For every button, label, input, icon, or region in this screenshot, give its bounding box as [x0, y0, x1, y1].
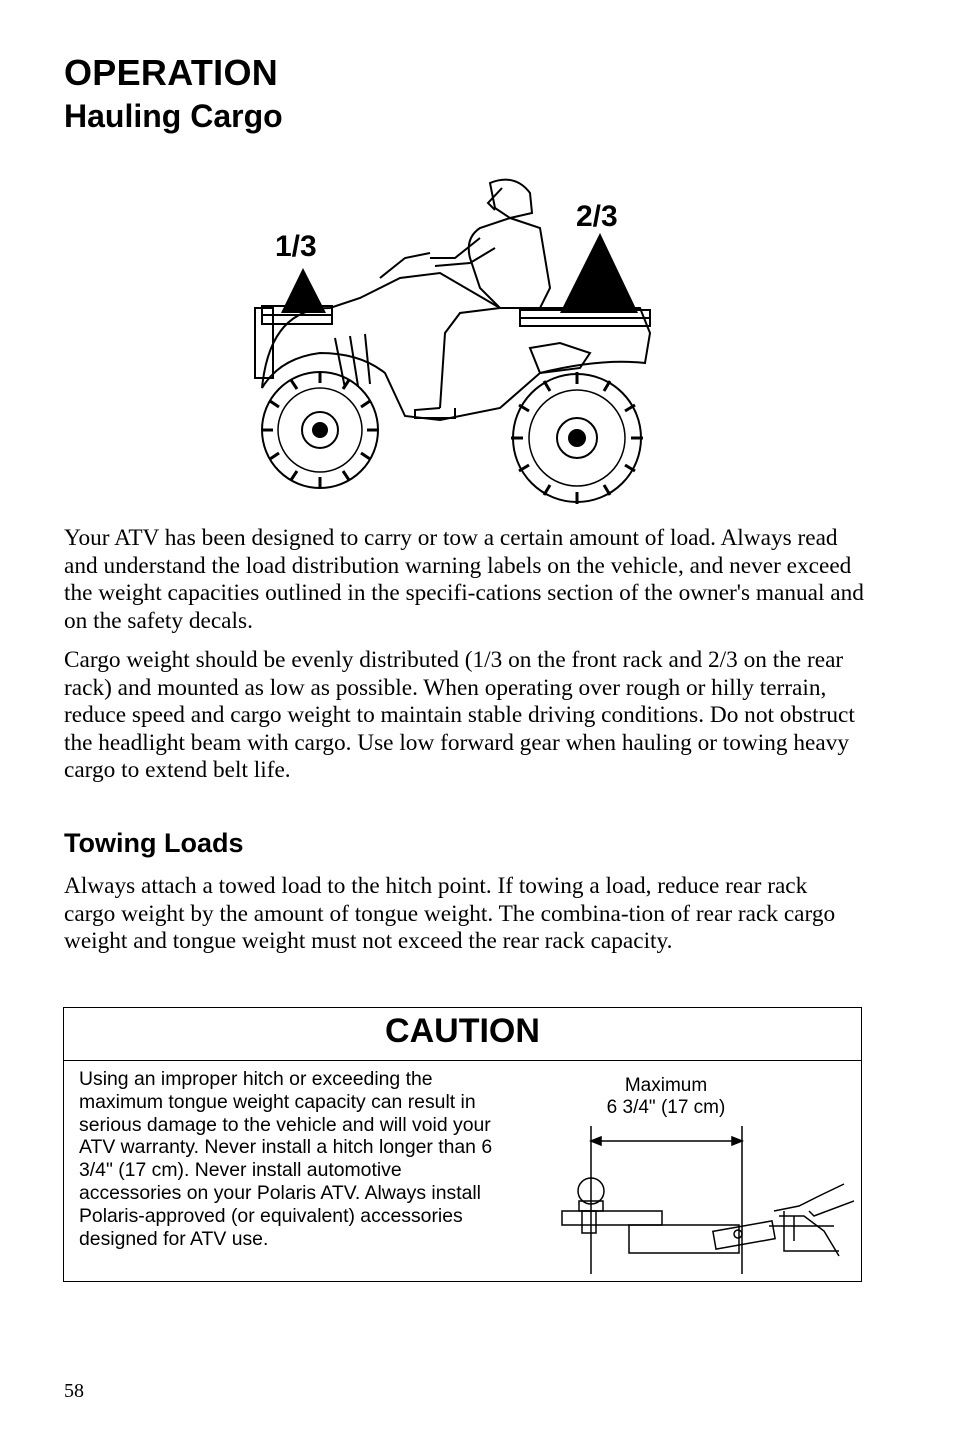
max-length-label: Maximum [624, 1075, 708, 1096]
distribution-paragraph: Cargo weight should be evenly distributed (1/3 on the front rack and 2/3 on the rear rack) and mounted as low as possible. When operating over rough or hilly terrain, reduce speed and cargo weight to maintain stable driving conditions. Do not obstruct the headlight beam with cargo. Use low forward gear when hauling or towing heavy cargo to extend belt life. [64, 647, 855, 784]
caution-title: CAUTION [64, 1008, 861, 1061]
atv-load-distribution-figure [240, 158, 680, 508]
page-title: Hauling Cargo [64, 98, 283, 134]
section-title: OPERATION [64, 52, 279, 93]
caution-text: Using an improper hitch or exceeding the maximum tongue weight capacity can result in serious damage to the vehicle and will void your ATV warranty. Never install a hitch longer than 6 3/4" (17 cm). Never install automotive accessories on your Polaris ATV. Always install Polaris-approved (or equivalent) accessories designed for ATV use. [79, 1068, 493, 1250]
hitch-diagram [554, 1066, 854, 1276]
towing-heading: Towing Loads [64, 828, 244, 858]
front-load-triangle [281, 268, 326, 313]
intro-paragraph: Your ATV has been designed to carry or tow a certain amount of load. Always read and understand the load distribution warning labels on the vehicle, and never exceed the weight capacities outlined in the specifi-cations section of the owner's manual and on the safety decals. [64, 525, 864, 634]
rear-load-label: 2/3 [576, 200, 618, 233]
max-length-value: 6 3/4" (17 cm) [606, 1097, 726, 1118]
front-load-label: 1/3 [275, 230, 317, 263]
caution-box [63, 1007, 862, 1282]
rear-load-triangle [560, 233, 638, 313]
towing-paragraph: Always attach a towed load to the hitch point. If towing a load, reduce rear rack cargo weight by the amount of tongue weight. The combina-tion of rear rack cargo weight and tongue weight must not exceed the rear rack capacity. [64, 873, 836, 955]
page-number: 58 [64, 1380, 84, 1402]
